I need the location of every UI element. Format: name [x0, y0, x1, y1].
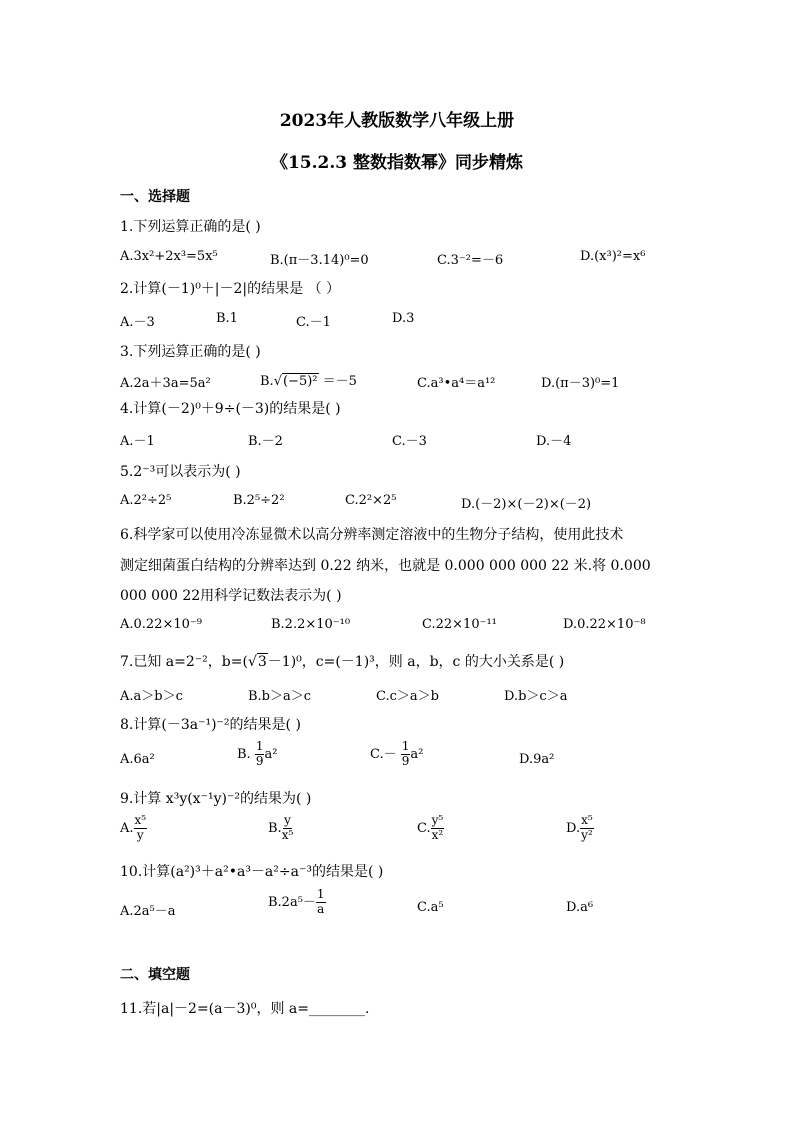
- q10-b-numerator: 1: [316, 887, 325, 901]
- q4-option-a: A.－1: [120, 434, 155, 449]
- q9-option-c: C. $\frac{\text{y⁵}}{\text{x²}}$: [417, 813, 444, 842]
- q8-option-c: C.－ $\frac{1}{9}$ a²: [370, 739, 424, 768]
- q7-radicand: 3: [257, 654, 267, 670]
- question-8-stem: 8.计算(－3a⁻¹)⁻²的结果是( ): [120, 717, 301, 733]
- question-4-stem: 4.计算(－2)⁰＋9÷(－3)的结果是( ): [120, 401, 341, 417]
- q10-option-d: D.a⁶: [566, 900, 594, 915]
- q9-a-denominator: y: [136, 827, 144, 842]
- q9-b-numerator: y: [284, 813, 291, 827]
- q9-b-denominator: x⁵: [281, 827, 294, 842]
- question-6-line-1: 6.科学家可以使用冷冻显微术以高分辨率测定溶液中的生物分子结构，使用此技术: [120, 527, 624, 543]
- q5-option-d: D.(－2)×(－2)×(－2): [461, 497, 592, 512]
- question-9-stem: 9.计算 x³y(x⁻¹y)⁻²的结果为( ): [120, 791, 312, 807]
- q6-option-a: A.0.22×10⁻⁹: [120, 617, 202, 632]
- q8-c-numerator: 1: [401, 739, 410, 753]
- q3-option-c: C.a³•a⁴＝a¹²: [417, 376, 496, 391]
- q7-option-d: D.b＞c＞a: [504, 689, 568, 704]
- q2-option-d: D.3: [392, 311, 415, 326]
- q8-option-d: D.9a²: [519, 752, 555, 767]
- q10-option-b: B.2a⁵－ $\frac{1}{a}$: [268, 887, 325, 916]
- q1-option-c: C.3⁻²=－6: [437, 253, 504, 268]
- q4-option-d: D.－4: [536, 434, 572, 449]
- q9-c-denominator: x²: [431, 827, 444, 842]
- q8-c-denominator: 9: [401, 753, 410, 768]
- q9-c-numerator: y⁵: [431, 813, 444, 827]
- q8-b-numerator: 1: [255, 739, 264, 753]
- q3-option-b: B.√(−5)² ＝－5: [260, 374, 357, 389]
- q6-option-d: D.0.22×10⁻⁸: [563, 617, 646, 632]
- q8-option-b: B. $\frac{1}{9}$ a²: [237, 739, 278, 768]
- q5-option-b: B.2⁵÷2²: [233, 493, 285, 508]
- q10-option-a: A.2a⁵－a: [120, 904, 176, 919]
- q1-option-d: D.(x³)²=x⁶: [580, 249, 646, 264]
- q1-option-b: B.(π－3.14)⁰=0: [270, 253, 369, 268]
- q9-d-numerator: x⁵: [581, 813, 593, 827]
- q8-b-denominator: 9: [255, 753, 264, 768]
- q11-answer-blank[interactable]: ________: [309, 1001, 365, 1017]
- q9-option-b: B. $\frac{y}{\text{x⁵}}$: [268, 813, 294, 842]
- q3-b-radicand: (−5)²: [282, 374, 318, 389]
- section-heading-choice: 一、选择题: [120, 189, 190, 205]
- question-5-stem: 5.2⁻³可以表示为( ): [120, 464, 241, 480]
- q9-option-a: A. $\frac{\text{x⁵}}{y}$: [120, 813, 147, 842]
- q2-option-c: C.－1: [296, 315, 331, 330]
- q6-option-b: B.2.2×10⁻¹⁰: [271, 617, 351, 632]
- q8-option-a: A.6a²: [120, 752, 155, 767]
- question-6-line-3: 000 000 22用科学记数法表示为( ): [120, 588, 342, 604]
- q5-option-a: A.2²÷2⁵: [120, 493, 172, 508]
- question-1-stem: 1.下列运算正确的是( ): [120, 219, 261, 235]
- q5-option-c: C.2²×2⁵: [345, 493, 397, 508]
- q4-option-b: B.－2: [248, 434, 283, 449]
- q10-b-denominator: a: [317, 901, 325, 916]
- q3-option-d: D.(π－3)⁰=1: [541, 376, 620, 391]
- page-title: 2023年人教版数学八年级上册: [279, 111, 515, 131]
- question-6-line-2: 测定细菌蛋白结构的分辨率达到 0.22 纳米，也就是 0.000 000 000 22 米.将 0.000: [120, 558, 651, 574]
- q6-option-c: C.22×10⁻¹¹: [422, 617, 497, 632]
- q9-option-d: D. $\frac{\text{x⁵}}{\text{y²}}$: [566, 813, 593, 842]
- question-2-stem: 2.计算(－1)⁰＋|－2|的结果是 （ ）: [120, 281, 341, 297]
- q1-option-a: A.3x²+2x³=5x⁵: [120, 249, 218, 264]
- q7-option-a: A.a＞b＞c: [120, 689, 183, 704]
- question-11: 11.若|a|－2=(a－3)⁰，则 a=________.: [120, 1001, 370, 1017]
- q2-option-b: B.1: [216, 311, 238, 326]
- q4-option-c: C.－3: [392, 434, 427, 449]
- q3-option-a: A.2a＋3a=5a²: [120, 376, 211, 391]
- q2-option-a: A.－3: [120, 315, 155, 330]
- q7-option-b: B.b＞a＞c: [248, 689, 312, 704]
- q10-option-c: C.a⁵: [417, 900, 444, 915]
- q9-a-numerator: x⁵: [134, 813, 147, 827]
- question-3-stem: 3.下列运算正确的是( ): [120, 344, 261, 360]
- question-7-stem: 7.已知 a=2⁻²，b=(√3－1)⁰，c=(－1)³，则 a，b，c 的大小关系是( ): [120, 654, 565, 670]
- q7-option-c: C.c＞a＞b: [376, 689, 439, 704]
- section-heading-fill: 二、填空题: [120, 967, 190, 983]
- question-10-stem: 10.计算(a²)³＋a²•a³－a²÷a⁻³的结果是( ): [120, 864, 384, 880]
- q9-d-denominator: y²: [581, 827, 593, 842]
- page-subtitle: 《15.2.3 整数指数幂》同步精炼: [270, 153, 524, 173]
